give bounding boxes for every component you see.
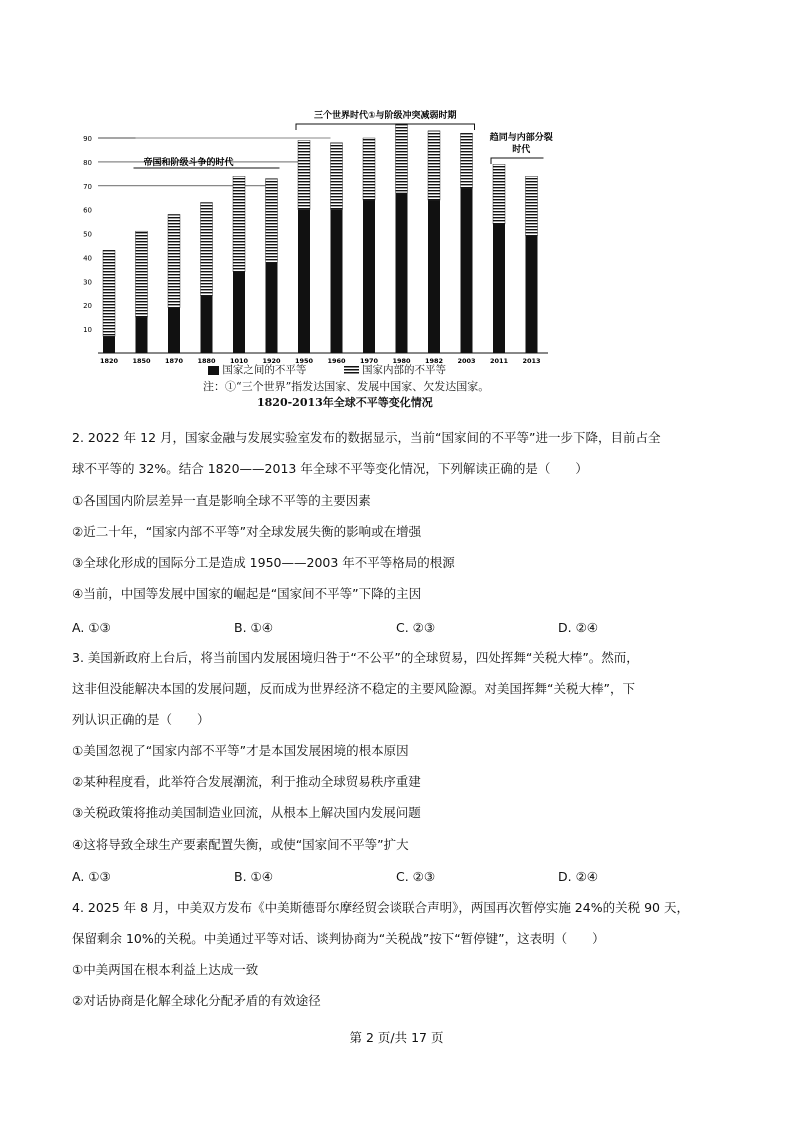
q3-statement-1: ①美国忽视了“国家内部不平等”才是本国发展困境的根本原因 <box>72 743 409 758</box>
q2-statement-1: ①各国国内阶层差异一直是影响全球不平等的主要因素 <box>72 493 371 508</box>
bar-between-1950 <box>298 210 310 353</box>
q3-option-a[interactable]: A. ①③ <box>72 869 111 884</box>
period-label-1: 帝国和阶级斗争的时代 <box>143 158 234 168</box>
y-tick-label: 70 <box>83 182 92 191</box>
bar-between-1820 <box>103 336 115 353</box>
bar-within-2003 <box>461 133 473 188</box>
q2-statement-2: ②近二十年，“国家内部不平等”对全球发展失衡的影响或在增强 <box>72 524 422 539</box>
bar-within-1980 <box>396 124 408 193</box>
bar-between-1880 <box>201 296 213 353</box>
x-tick-label: 2011 <box>489 357 509 365</box>
bar-within-2013 <box>526 176 538 236</box>
legend-swatch-within <box>344 366 359 375</box>
y-tick-label: 90 <box>83 135 92 143</box>
y-tick-label: 20 <box>83 302 92 311</box>
bar-between-1960 <box>331 210 343 353</box>
x-tick-label: 1850 <box>132 357 151 365</box>
period-label-2: 三个世界时代①与阶级冲突减弱时期 <box>313 111 457 121</box>
x-tick-label: 2013 <box>522 357 541 365</box>
q4-statement-1: ①中美两国在根本利益上达成一致 <box>72 962 259 977</box>
bar-within-1920 <box>266 179 278 263</box>
bar-within-1820 <box>103 250 115 336</box>
bar-within-1010 <box>233 176 245 272</box>
bar-within-1880 <box>201 203 213 296</box>
q2-statement-4: ④当前，中国等发展中国家的崛起是“国家间不平等”下降的主因 <box>72 586 422 601</box>
bar-within-2011 <box>493 164 505 224</box>
x-tick-label: 1950 <box>294 357 314 365</box>
x-tick-label: 1870 <box>164 357 184 365</box>
q2-option-b[interactable]: B. ①④ <box>234 620 273 635</box>
bar-within-1950 <box>298 140 310 209</box>
q3-statement-2: ②某种程度看，此举符合发展潮流，利于推动全球贸易秩序重建 <box>72 774 421 789</box>
bar-within-1970 <box>363 138 375 200</box>
bar-within-1982 <box>428 131 440 200</box>
bar-between-2011 <box>493 224 505 353</box>
q2-option-c[interactable]: C. ②③ <box>396 620 436 635</box>
bar-between-1982 <box>428 200 440 353</box>
x-tick-label: 1920 <box>262 357 281 365</box>
bar-between-1980 <box>396 193 408 353</box>
x-tick-label: 2003 <box>457 357 476 365</box>
y-tick-label: 30 <box>83 278 92 287</box>
q3-stem-line3: 列认识正确的是（ ） <box>72 712 210 727</box>
bracket-period-3 <box>491 158 544 164</box>
y-tick-label: 60 <box>83 206 92 215</box>
q3-statement-3: ③关税政策将推动美国制造业回流，从根本上解决国内发展问题 <box>72 805 421 820</box>
bar-between-1970 <box>363 200 375 353</box>
x-tick-label: 1970 <box>359 357 379 365</box>
q2-option-d[interactable]: D. ②④ <box>558 620 598 635</box>
legend-label-within: 国家内部的不平等 <box>362 364 447 376</box>
chart-note: 注：①“三个世界”指发达国家、发展中国家、欠发达国家。 <box>203 380 490 393</box>
q3-option-d[interactable]: D. ②④ <box>558 869 598 884</box>
y-tick-label: 40 <box>83 254 92 263</box>
y-tick-label: 50 <box>83 230 92 239</box>
bar-between-1010 <box>233 272 245 353</box>
q2-statement-3: ③全球化形成的国际分工是造成 1950——2003 年不平等格局的根源 <box>72 555 455 570</box>
chart-title: 1820-2013年全球不平等变化情况 <box>257 396 433 409</box>
legend <box>208 362 446 377</box>
q2-stem-line2: 球不平等的 32%。结合 1820——2013 年全球不平等变化情况，下列解读正确的是（ ） <box>72 461 588 476</box>
bar-within-1850 <box>136 231 148 317</box>
x-tick-label: 1980 <box>392 357 411 365</box>
x-tick-label: 1820 <box>99 357 119 365</box>
q3-stem-line2: 这非但没能解决本国的发展问题，反而成为世界经济不稳定的主要风险源。对美国挥舞“关税大棒”，下 <box>72 681 635 696</box>
x-tick-label: 1960 <box>327 357 346 365</box>
bar-within-1870 <box>168 214 180 307</box>
q4-statement-2: ②对话协商是化解全球化分配矛盾的有效途径 <box>72 993 321 1008</box>
x-tick-label: 1010 <box>229 357 249 365</box>
q4-stem-line1: 4. 2025 年 8 月，中美双方发布《中美斯德哥尔摩经贸会谈联合声明》，两国再次暂停实施 24%的关税 90 天， <box>72 900 689 915</box>
legend-swatch-between <box>208 366 219 375</box>
page-footer: 第 2 页/共 17 页 <box>349 1030 444 1045</box>
bracket-period-2 <box>296 124 475 130</box>
x-tick-label: 1982 <box>424 357 444 365</box>
q3-option-b[interactable]: B. ①④ <box>234 869 273 884</box>
q2-stem-line1: 2. 2022 年 12 月，国家金融与发展实验室发布的数据显示，当前“国家间的不平等”进一步下降，目前占全 <box>72 430 661 445</box>
q3-statement-4: ④这将导致全球生产要素配置失衡，或使“国家间不平等”扩大 <box>72 837 409 852</box>
bar-between-1920 <box>266 262 278 353</box>
q3-option-c[interactable]: C. ②③ <box>396 869 436 884</box>
bar-between-2013 <box>526 236 538 353</box>
x-tick-label: 1880 <box>197 357 216 365</box>
inequality-chart <box>70 100 590 410</box>
q4-stem-line2: 保留剩余 10%的关税。中美通过平等对话、谈判协商为“关税战”按下“暂停键”，这表明（ ） <box>72 931 605 946</box>
q2-option-a[interactable]: A. ①③ <box>72 620 111 635</box>
y-tick-label: 10 <box>83 326 92 335</box>
y-tick-label: 80 <box>83 158 92 167</box>
bar-between-1870 <box>168 308 180 353</box>
bar-between-1850 <box>136 317 148 353</box>
legend-label-between: 国家之间的不平等 <box>222 364 307 376</box>
bar-between-2003 <box>461 188 473 353</box>
period-label-3: 趋同与内部分裂时代 <box>489 133 553 155</box>
bar-within-1960 <box>331 143 343 210</box>
q3-stem-line1: 3. 美国新政府上台后，将当前国内发展困境归咎于“不公平”的全球贸易，四处挥舞“关税大棒”。然而， <box>72 650 639 665</box>
